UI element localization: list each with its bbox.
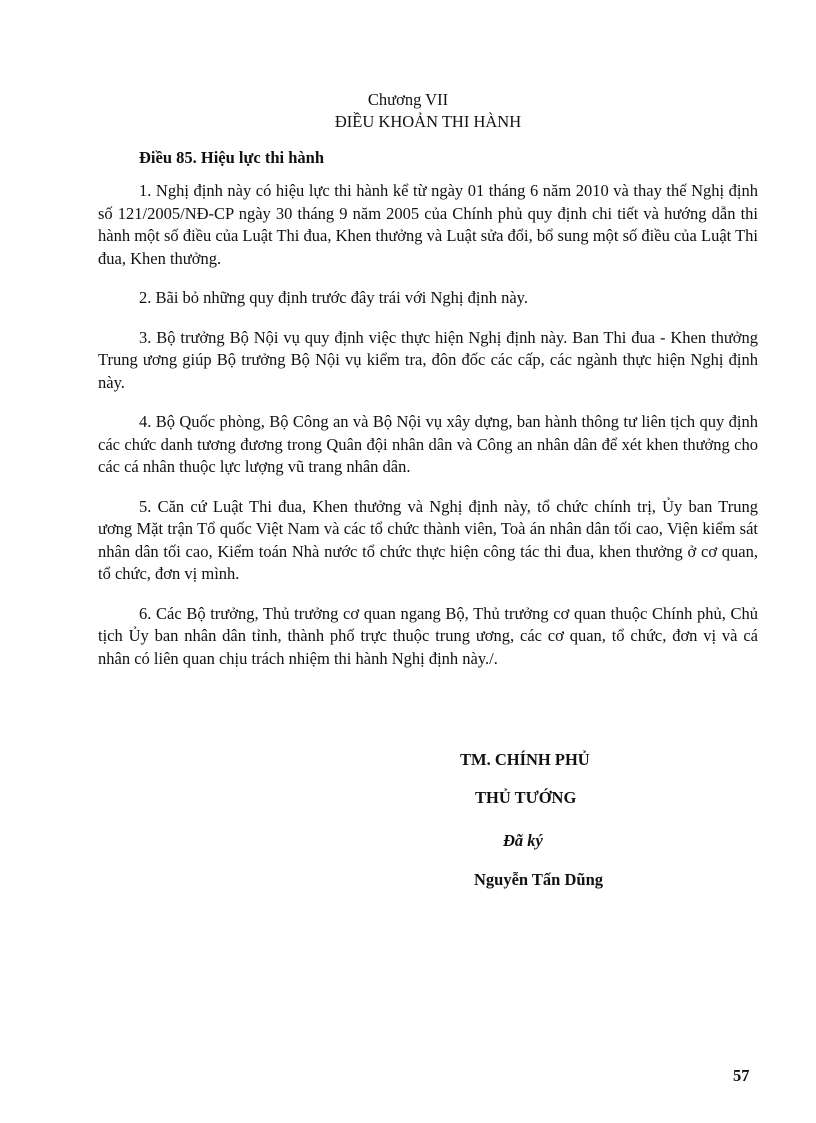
page-number: 57 (733, 1066, 750, 1085)
paragraph-2: 2. Bãi bỏ những quy định trước đây trái với Nghị định này. (139, 288, 528, 307)
chapter-subtitle: ĐIỀU KHOẢN THI HÀNH (334, 112, 522, 131)
chapter-title: Chương VII (367, 90, 449, 109)
signature-signed-note: Đã ký (503, 831, 543, 850)
signature-block (0, 745, 816, 905)
signatory-name: Nguyễn Tấn Dũng (474, 870, 603, 889)
paragraph-6: 6. Các Bộ trưởng, Thủ trưởng cơ quan ngang Bộ, Thủ trưởng cơ quan thuộc Chính phủ, Chủ tịch Ủy ban nhân dân tỉnh, thành phố trực thuộc trung ương, các cơ quan, tổ chức, đơn vị và cá nhân có liên quan chịu trách nhiệm thi hành Nghị định này./. (98, 603, 758, 668)
paragraph-3: 3. Bộ trưởng Bộ Nội vụ quy định việc thực hiện Nghị định này. Ban Thi đua - Khen thưởng Trung ương giúp Bộ trưởng Bộ Nội vụ kiểm tra, đôn đốc các cấp, các ngành thực hiện Nghị định này. (98, 327, 758, 392)
paragraph-5: 5. Căn cứ Luật Thi đua, Khen thưởng và Nghị định này, tổ chức chính trị, Ủy ban Trung ương Mặt trận Tổ quốc Việt Nam và các tổ chức thành viên, Toà án nhân dân tối cao, Viện kiểm sát nhân dân tối cao, Kiểm toán Nhà nước tổ chức thực hiện công tác thi đua, khen thưởng ở cơ quan, tổ chức, đơn vị mình. (98, 496, 758, 583)
paragraph-4: 4. Bộ Quốc phòng, Bộ Công an và Bộ Nội vụ xây dựng, ban hành thông tư liên tịch quy định các chức danh tương đương trong Quân đội nhân dân và Công an nhân dân để xét khen thưởng cho các cá nhân thuộc lực lượng vũ trang nhân dân. (98, 412, 758, 476)
signature-title: THỦ TƯỚNG (475, 788, 577, 807)
paragraph-1: 1. Nghị định này có hiệu lực thi hành kể từ ngày 01 tháng 6 năm 2010 và thay thế Nghị định số 121/2005/NĐ-CP ngày 30 tháng 9 năm 2005 của Chính phủ quy định chi tiết và hướng dẫn thi hành một số điều của Luật Thi đua, Khen thưởng và Luật sửa đổi, bổ sung một số điều của Luật Thi đua, Khen thưởng. (98, 181, 758, 268)
article-heading: Điều 85. Hiệu lực thi hành (139, 148, 325, 167)
signature-organization: TM. CHÍNH PHỦ (460, 750, 590, 769)
article-body (98, 180, 758, 687)
